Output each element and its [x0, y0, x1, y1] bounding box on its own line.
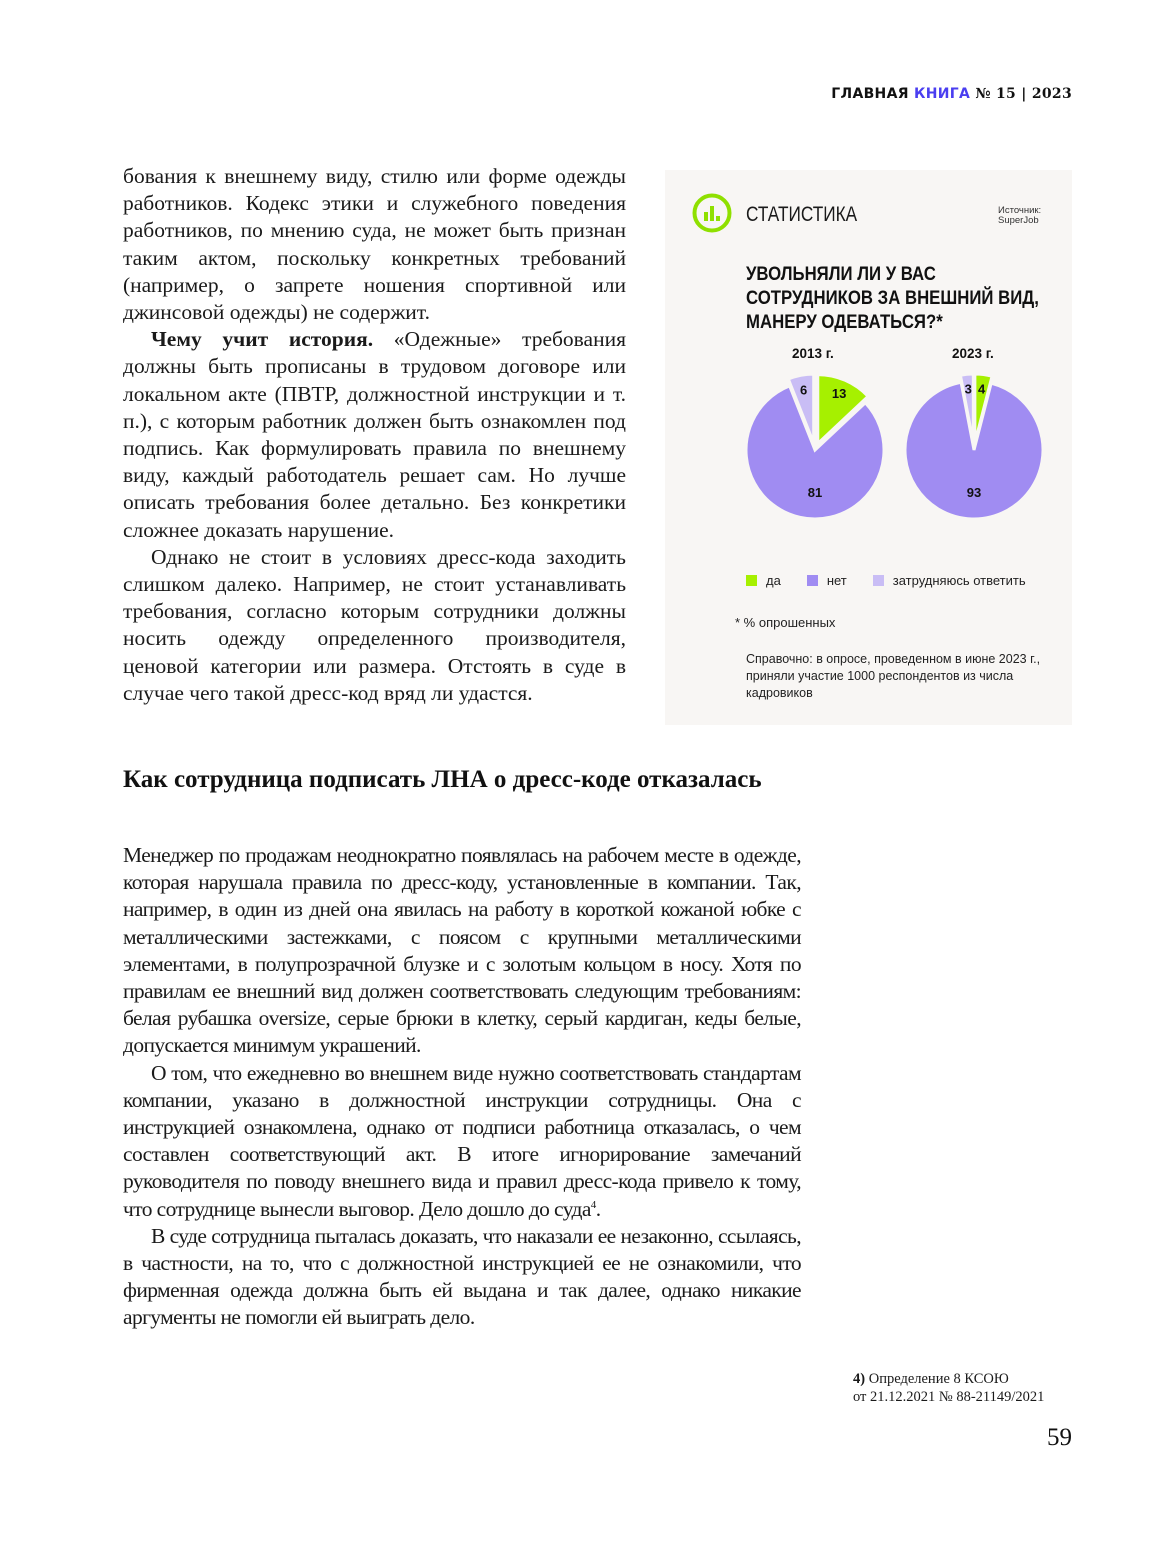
footnote: [853, 1370, 1083, 1406]
source-name: SuperJob: [998, 215, 1039, 226]
statistics-box: [665, 170, 1072, 725]
magazine-name-part1: ГЛАВНАЯ: [831, 86, 909, 102]
pie-value-label: 3: [964, 381, 972, 397]
pie-value-label: 13: [831, 386, 847, 402]
pie-label-2023: 2023 г.: [952, 346, 994, 361]
pie-charts: [665, 370, 1072, 560]
stats-note: * % опрошенных: [735, 615, 836, 630]
legend-label: да: [766, 573, 781, 588]
lesson-body: «Одежные» требования должны быть прописаны в трудовом договоре или локальном акте (ПВТР, должностной инструкции и т. п.), с которым работник должен быть ознакомлен под подпись. Как формулировать правила по внешнему виду, каждый работодатель решает сам. Но лучше описать требования более детально. Без конкретики сложнее доказать нарушение.: [123, 327, 626, 542]
pie-value-label: 81: [807, 484, 823, 500]
legend-swatch-yes: [746, 575, 757, 586]
section-heading: Как сотрудница подписать ЛНА о дресс-коде отказалась: [123, 766, 762, 793]
question-line: СОТРУДНИКОВ ЗА ВНЕШНИЙ ВИД,: [746, 287, 1039, 309]
legend-swatch-no: [807, 575, 818, 586]
left-column-text: [123, 163, 626, 707]
legend-item-no: [807, 573, 847, 588]
pie-value-label: 4: [978, 381, 986, 397]
page-number: 59: [1047, 1424, 1072, 1451]
pie-label-2013: 2013 г.: [792, 346, 834, 361]
paragraph: Однако не стоит в условиях дресс-кода заходить слишком далеко. Например, не стоит устанавливать требования, согласно которым сотрудники должны носить одежду определенного производителя, ценовой категории или размера. Отстоять в суде в случае чего такой дресс-код вряд ли удастся.: [123, 544, 626, 705]
legend-item-yes: [746, 573, 781, 588]
legend-label: затрудняюсь ответить: [892, 573, 1026, 588]
paragraph: Менеджер по продажам неоднократно появлялась на рабочем месте в одежде, которая нарушала правила по дресс-коду, установленные в компании. Так, например, в один из дней она явилась на работу в короткой кожаной юбке с металлическими застежками, с поясом с крупными металлическими элементами, в полупрозрачной блузке и с золотым кольцом в носу. Хотя по правилам ее внешний вид должен соответствовать следующим требованиям: белая рубашка oversize, серые брюки в клетку, серый кардиган, кеды белые, допускается минимум украшений.: [123, 843, 801, 1058]
stats-title: СТАТИСТИКА: [746, 203, 858, 226]
paragraph-text: О том, что ежедневно во внешнем виде нужно соответствовать стандартам компании, указано в должностной инструкции сотрудницы. Она с инструкцией ознакомлена, однако от подписи работница отказалась, о чем составлен соответствующий акт. В итоге игнорирование замечаний руководителя по поводу внешнего вида и правил дресс-кода привело к тому, что сотруднице вынесли выговор. Дело дошло до суда: [123, 1060, 801, 1221]
footnote-text: Определение 8 КСОЮ: [865, 1371, 1009, 1387]
paragraph: [123, 1060, 801, 1223]
pie-value-label: 93: [966, 484, 982, 500]
paragraph-end: .: [595, 1196, 601, 1221]
legend-label: нет: [826, 573, 847, 588]
pie-chart-2023: [905, 374, 1043, 519]
legend-item-unsure: [873, 573, 1026, 588]
lesson-lead: Чему учит история.: [151, 327, 374, 352]
stats-question: [746, 262, 1039, 334]
footnote-text-line2: от 21.12.2021 № 88-21149/2021: [853, 1389, 1045, 1405]
source-label: Источник:: [998, 205, 1042, 216]
pie-value-label: 6: [799, 382, 808, 398]
paragraph: В суде сотрудница пыталась доказать, что наказали ее незаконно, ссылаясь, в частности, на то, что с должностной инструкцией ее не ознакомили, что фирменная одежда должна быть ей выдана и так далее, однако никакие аргументы не помогли ей выиграть дело.: [123, 1223, 801, 1330]
footnote-number: 4): [853, 1371, 866, 1387]
stats-source: [998, 206, 1041, 226]
running-header: [831, 86, 1072, 102]
stats-reference: Справочно: в опросе, проведенном в июне 2023 г., приняли участие 1000 респондентов из числа кадровиков: [746, 652, 1041, 700]
magazine-name-part2: КНИГА: [913, 86, 971, 102]
paragraph: бования к внешнему виду, стилю или форме одежды работников. Кодекс этики и служебного поведения работников, по мнению суда, не может быть признан таким актом, поскольку конкретных требований (например, о запрете ношения спортивной или джинсовой одежды) не содержит.: [123, 164, 626, 325]
question-line: УВОЛЬНЯЛИ ЛИ У ВАС: [746, 263, 936, 285]
chart-legend: [746, 573, 1052, 588]
pie-chart-2013: [746, 374, 884, 519]
issue-number: № 15 | 2023: [975, 86, 1072, 102]
paragraph-lesson: [123, 326, 626, 544]
bar-chart-icon: [692, 193, 732, 233]
question-line: МАНЕРУ ОДЕВАТЬСЯ?*: [746, 311, 943, 333]
footnote-ref[interactable]: 4: [590, 1198, 596, 1211]
legend-swatch-unsure: [873, 575, 884, 586]
section-body: [123, 842, 801, 1332]
